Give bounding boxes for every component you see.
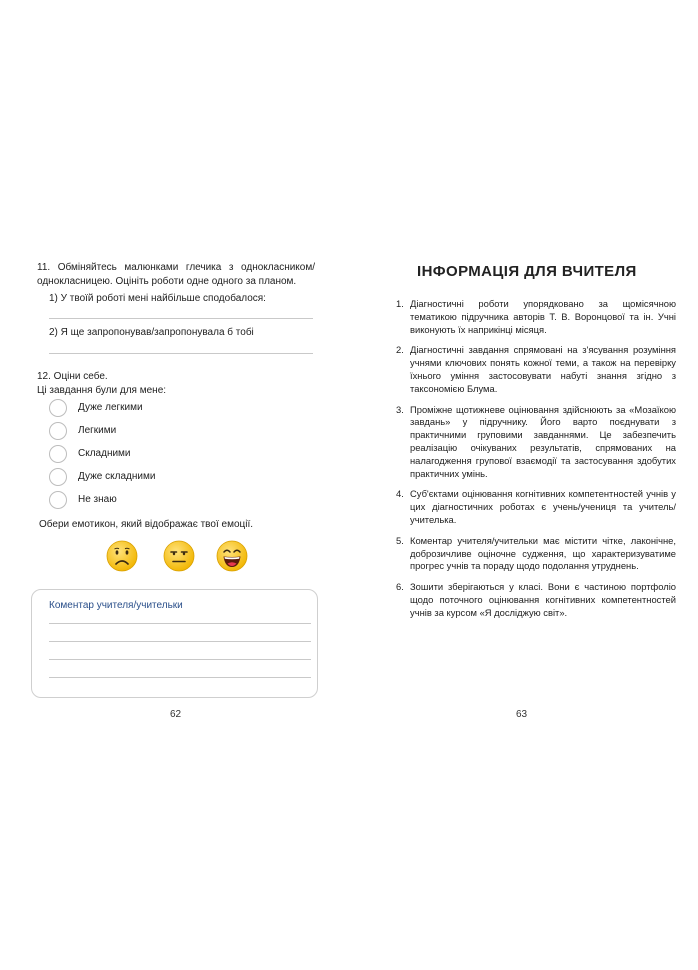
item-number: 2. <box>396 344 404 356</box>
list-item <box>396 535 676 573</box>
page-number: 63 <box>516 709 528 720</box>
option-label: Не знаю <box>78 494 117 505</box>
task-12 <box>37 370 317 398</box>
comment-line[interactable] <box>49 677 311 678</box>
answer-line[interactable] <box>49 318 313 319</box>
item-number: 4. <box>396 488 404 500</box>
laughing-face-icon[interactable] <box>216 540 248 572</box>
checkbox-circle-icon[interactable] <box>49 445 67 463</box>
checkbox-circle-icon[interactable] <box>49 399 67 417</box>
item-number: 6. <box>396 581 404 593</box>
item-text: Суб'єктами оцінювання когнітивних компетентностей учнів у цих діагностичних роботах є учень/учениця та учитель/учителька. <box>410 488 676 525</box>
list-item <box>396 404 676 481</box>
item-text: Коментар учителя/учительки має містити чітке, лаконічне, доброзичливе оціночне судження, що характеризуватиме прогрес учнів та пораду щодо подолання утруднень. <box>410 534 676 572</box>
task-11-question-2: 2) Я ще запропонував/запропонувала б тобі <box>49 327 254 338</box>
list-item <box>396 488 676 526</box>
item-text: Зошити зберігаються у класі. Вони є частиною портфоліо щодо поточного оцінювання когнітивних компетентностей учнів за курсом «Я досліджую світ». <box>410 581 676 618</box>
teacher-comment-box[interactable] <box>31 589 318 698</box>
task-11-text: 11. Обміняйтесь малюнками глечика з однокласником/однокласницею. Оцініть роботи одне одного за планом. <box>37 262 315 287</box>
list-item <box>396 581 676 619</box>
item-text: Проміжне щотижневе оцінювання здійснюють за «Мозаїкою завдань» у підручнику. Його варто поєднувати з практичними груповими завданнями. Це забезпечить реалізацію очікуваних результатів, спрямованих на налагодження групової взаємодії та застосування здобутих практичних умінь. <box>410 403 676 479</box>
item-number: 1. <box>396 298 404 309</box>
item-number: 3. <box>396 403 404 415</box>
option-label: Легкими <box>78 425 117 436</box>
item-text: Діагностичні завдання спрямовані на з'ясування розуміння учнями ключових понять кожної теми, а також на перевірку їхнього уміння застосовувати набуті знання згідно з таксономією Блума. <box>410 344 676 394</box>
answer-line[interactable] <box>49 353 313 354</box>
task-11-question-1: 1) У твоїй роботі мені найбільше сподобалося: <box>49 293 266 304</box>
option-label: Дуже легкими <box>78 402 143 413</box>
option-label: Складними <box>78 448 131 459</box>
emoji-prompt: Обери емотикон, який відображає твої емоції. <box>39 519 254 530</box>
list-item <box>396 298 676 336</box>
item-text: Діагностичні роботи упорядковано за щомісячною тематикою підручника авторів Т. В. Воронцової та ін. Учні виконують їх наприкінці місяця. <box>410 298 676 335</box>
option-label: Дуже складними <box>78 471 156 482</box>
sad-face-icon[interactable] <box>106 540 138 572</box>
checkbox-circle-icon[interactable] <box>49 491 67 509</box>
teacher-info-list <box>396 298 676 628</box>
right-page <box>349 0 698 970</box>
task-12-prompt: Ці завдання були для мене: <box>37 385 167 396</box>
comment-line[interactable] <box>49 641 311 642</box>
comment-line[interactable] <box>49 623 311 624</box>
page-number: 62 <box>170 709 182 720</box>
neutral-face-icon[interactable] <box>163 540 195 572</box>
page-heading: ІНФОРМАЦІЯ ДЛЯ ВЧИТЕЛЯ <box>417 263 637 280</box>
checkbox-circle-icon[interactable] <box>49 468 67 486</box>
list-item <box>396 344 676 395</box>
task-12-title: 12. Оціни себе. <box>37 371 108 382</box>
teacher-comment-title: Коментар учителя/учительки <box>49 600 183 611</box>
comment-line[interactable] <box>49 659 311 660</box>
item-number: 5. <box>396 534 404 546</box>
checkbox-circle-icon[interactable] <box>49 422 67 440</box>
